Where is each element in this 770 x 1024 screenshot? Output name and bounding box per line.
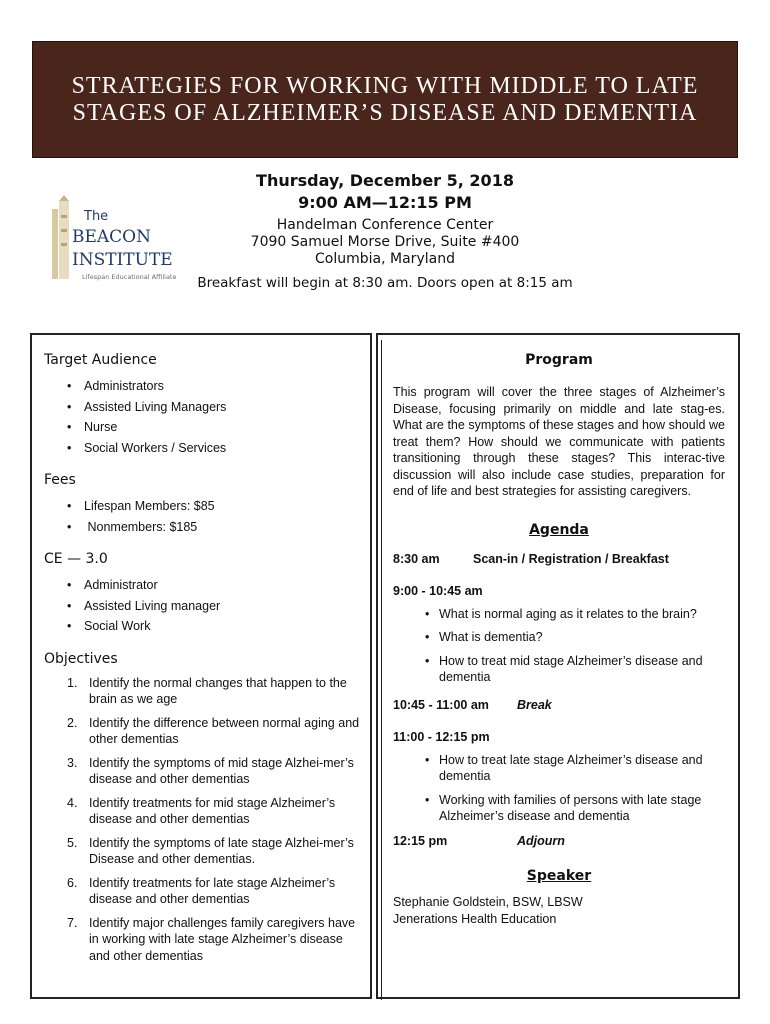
event-address: 7090 Samuel Morse Drive, Suite #400 [250,234,520,250]
agenda-time: 11:00 - 12:15 pm [393,729,490,744]
page-title: STRATEGIES FOR WORKING WITH MIDDLE TO LATE STAGES OF ALZHEIMER’S DISEASE AND DEMENTIA [71,72,699,126]
agenda-session-1-list [393,606,725,686]
ce-heading: CE — 3.0 [44,551,108,567]
speaker-name: Stephanie Goldstein, BSW, LBSW [393,894,583,909]
list-item: • What is dementia? [393,629,725,646]
list-item: • What is normal aging as it relates to the brain? [393,606,725,623]
objective-item: 4. Identify treatments for mid stage Alzheimer’s disease and other dementias [67,795,336,826]
list-item: • Lifespan Members: $85 [44,496,362,517]
agenda-time: 12:15 pm [393,833,448,848]
title-banner [32,41,738,158]
objectives-heading: Objectives [44,650,118,667]
objective-item: 5. Identify the symptoms of late stage Alzhei-mer’s Disease and other dementias. [67,835,354,866]
list-item: • Social Work [44,616,362,637]
right-column [393,352,725,928]
list-item: • How to treat late stage Alzheimer’s disease and dementia [393,752,725,785]
agenda-description: Scan-in / Registration / Breakfast [473,551,669,566]
objective-item: 2. Identify the difference between normal aging and other dementias [67,715,360,746]
list-item: • Working with families of persons with late stage Alzheimer’s disease and dementia [393,792,725,825]
agenda-time: 8:30 am [393,551,440,566]
fees-heading: Fees [44,472,76,488]
agenda-row [393,696,725,714]
agenda-description: Break [517,697,552,712]
list-item: • Assisted Living manager [44,596,362,617]
target-audience-list [44,376,362,458]
event-date: Thursday, December 5, 2018 [256,171,514,190]
speaker-organization: Jenerations Health Education [393,911,557,926]
list-item: • How to treat mid stage Alzheimer’s disease and dementia [393,653,725,686]
agenda-heading: Agenda [529,521,589,538]
list-item: • Administrator [44,575,362,596]
agenda-session-2-list [393,752,725,825]
right-panel-bottom-border [376,997,740,999]
agenda-row [393,550,725,568]
list-item: • Assisted Living Managers [44,397,362,418]
agenda-row [393,582,725,600]
logo-text-beacon: BEACON [72,227,151,247]
logo-tagline: Lifespan Educational Affiliate [82,273,177,281]
objective-item: 3. Identify the symptoms of mid stage Alzhei-mer’s disease and other dementias [67,755,354,786]
logo-text-the: The [84,209,109,224]
logo-text-institute: INSTITUTE [72,250,173,270]
fees-list [44,496,362,537]
list-item: • Nonmembers: $185 [44,517,362,538]
agenda-description: Adjourn [517,833,565,848]
left-column [44,352,362,971]
speaker-heading: Speaker [526,867,592,884]
right-panel-divider [381,340,382,1000]
program-description: This program will cover the three stages of Alzheimer’s Disease, focusing primarily on middle and late stag-es. What are the symptoms of these stages and how should we treat them? How should we communicate with patients transitioning through these stages? This interac-tive discussion will also include case studies, preparation for end of life and best strategies for assisting caregivers. [393,385,725,498]
agenda-time: 9:00 - 10:45 am [393,583,483,598]
objective-item: 7. Identify major challenges family caregivers have in working with late stage Alzheimer’s disease and other dementias [67,915,356,963]
agenda-time: 10:45 - 11:00 am [393,697,489,712]
event-venue: Handelman Conference Center [276,217,494,233]
event-details [180,170,590,268]
agenda-row [393,832,725,850]
objective-item: 1. Identify the normal changes that happen to the brain as we age [67,675,347,706]
event-time: 9:00 AM—12:15 PM [298,193,472,212]
program-heading: Program [525,352,593,368]
list-item: • Social Workers / Services [44,438,362,459]
list-item: • Nurse [44,417,362,438]
list-item: • Administrators [44,376,362,397]
objective-item: 6. Identify treatments for late stage Alzheimer’s disease and other dementias [67,875,336,906]
objectives-list [44,675,362,965]
beacon-institute-logo [50,195,185,287]
target-audience-heading: Target Audience [44,352,157,368]
agenda-row [393,728,725,746]
event-city: Columbia, Maryland [315,251,455,267]
breakfast-note: Breakfast will begin at 8:30 am. Doors open at 8:15 am [197,275,573,291]
ce-list [44,575,362,637]
